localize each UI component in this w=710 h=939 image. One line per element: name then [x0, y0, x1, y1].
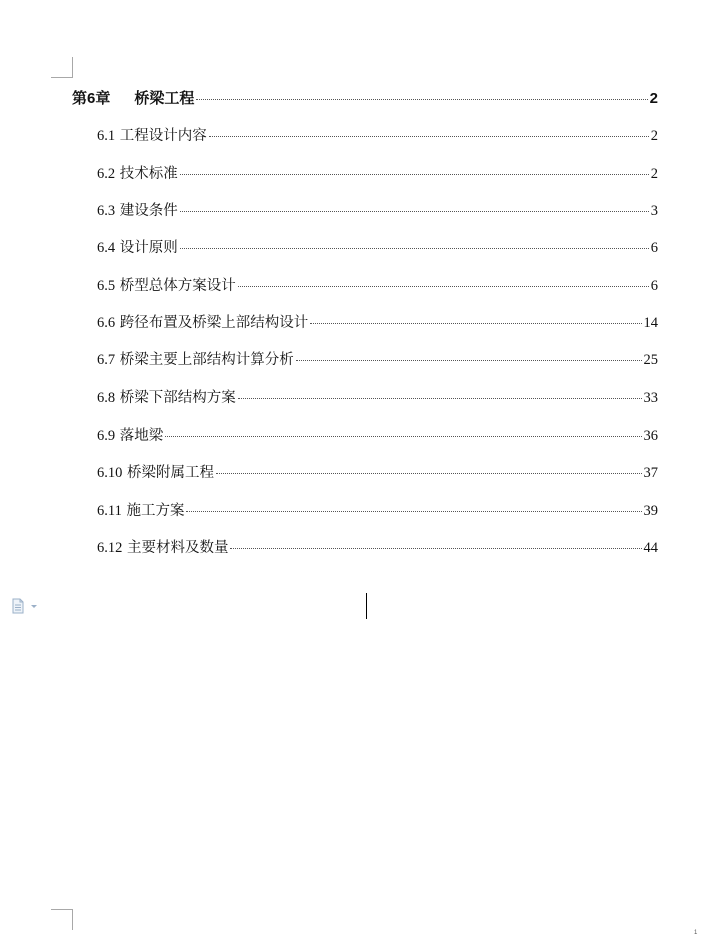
toc-chapter-entry[interactable]	[72, 87, 658, 108]
toc-entry-number: 6.1	[97, 128, 116, 144]
toc-entry[interactable]	[97, 536, 658, 557]
toc-entry[interactable]	[97, 162, 658, 183]
toc-entry-number: 6.2	[97, 166, 116, 182]
toc-entry-page: 36	[643, 428, 658, 444]
toc-entry[interactable]	[97, 274, 658, 295]
toc-leader-dots	[165, 436, 641, 437]
toc-entry-title: 落地梁	[119, 428, 164, 444]
toc-chapter-number: 第6章	[72, 90, 111, 107]
toc-entry-page: 2	[650, 166, 658, 182]
toc-entry[interactable]	[97, 499, 658, 520]
toc-entry-title: 桥梁主要上部结构计算分析	[119, 352, 294, 368]
toc-entry-title: 施工方案	[126, 503, 185, 519]
toc-chapter-page: 2	[649, 90, 658, 107]
toc-entry-page: 6	[650, 278, 658, 294]
toc-entry-title: 建设条件	[119, 203, 178, 219]
toc-entry-number: 6.10	[97, 465, 123, 481]
toc-entry-title: 技术标准	[119, 166, 178, 182]
toc-entry[interactable]	[97, 124, 658, 145]
toc-entry[interactable]	[97, 199, 658, 220]
toc-entry-page: 37	[643, 465, 658, 481]
document-icon-graphic	[11, 598, 39, 614]
toc-entry-page: 3	[650, 203, 658, 219]
toc-entry-title: 桥梁附属工程	[126, 465, 214, 481]
toc-leader-dots	[310, 323, 641, 324]
document-icon[interactable]	[11, 598, 39, 614]
footer-page-number: 1	[694, 930, 698, 936]
toc-entry-number: 6.8	[97, 390, 116, 406]
toc-leader-dots	[196, 99, 647, 100]
toc-leader-dots	[238, 286, 649, 287]
toc-leader-dots	[216, 473, 642, 474]
toc-leader-dots	[238, 398, 642, 399]
toc-leader-dots	[180, 211, 649, 212]
text-cursor	[366, 593, 367, 619]
toc-entry-page: 44	[643, 540, 658, 556]
toc-entry-number: 6.12	[97, 540, 123, 556]
toc-leader-dots	[186, 511, 641, 512]
toc-entry[interactable]	[97, 461, 658, 482]
toc-entry-number: 6.4	[97, 240, 116, 256]
toc-leader-dots	[180, 248, 649, 249]
toc-entry-page: 25	[643, 352, 658, 368]
crop-mark-bottom-left	[51, 909, 73, 930]
toc-entry[interactable]	[97, 236, 658, 257]
toc-entry-title: 桥梁下部结构方案	[119, 390, 236, 406]
toc-entry-page: 14	[643, 315, 658, 331]
toc-entry-title: 主要材料及数量	[126, 540, 229, 556]
toc-leader-dots	[296, 360, 642, 361]
chevron-down-icon	[31, 605, 37, 608]
toc-entry-page: 33	[643, 390, 658, 406]
toc-entry-title: 跨径布置及桥梁上部结构设计	[119, 315, 309, 331]
toc-entry[interactable]	[97, 311, 658, 332]
toc-leader-dots	[230, 548, 641, 549]
toc-entry[interactable]	[97, 348, 658, 369]
toc-leader-dots	[209, 136, 649, 137]
toc-entry-number: 6.5	[97, 278, 116, 294]
toc-entry-title: 工程设计内容	[119, 128, 207, 144]
toc-chapter-title: 桥梁工程	[134, 89, 195, 107]
toc-entry-number: 6.6	[97, 315, 116, 331]
toc-entry-number: 6.3	[97, 203, 116, 219]
toc-entry-page: 6	[650, 240, 658, 256]
toc-entry-number: 6.7	[97, 352, 116, 368]
crop-mark-top-left	[51, 57, 73, 78]
toc-entry[interactable]	[97, 424, 658, 445]
toc-entry-title: 设计原则	[119, 240, 178, 256]
toc-entry-title: 桥型总体方案设计	[119, 278, 236, 294]
toc-entry[interactable]	[97, 386, 658, 407]
toc-leader-dots	[180, 174, 649, 175]
toc-entry-page: 2	[650, 128, 658, 144]
toc-entry-number: 6.11	[97, 503, 122, 519]
toc-entry-number: 6.9	[97, 428, 116, 444]
toc-entry-page: 39	[643, 503, 658, 519]
